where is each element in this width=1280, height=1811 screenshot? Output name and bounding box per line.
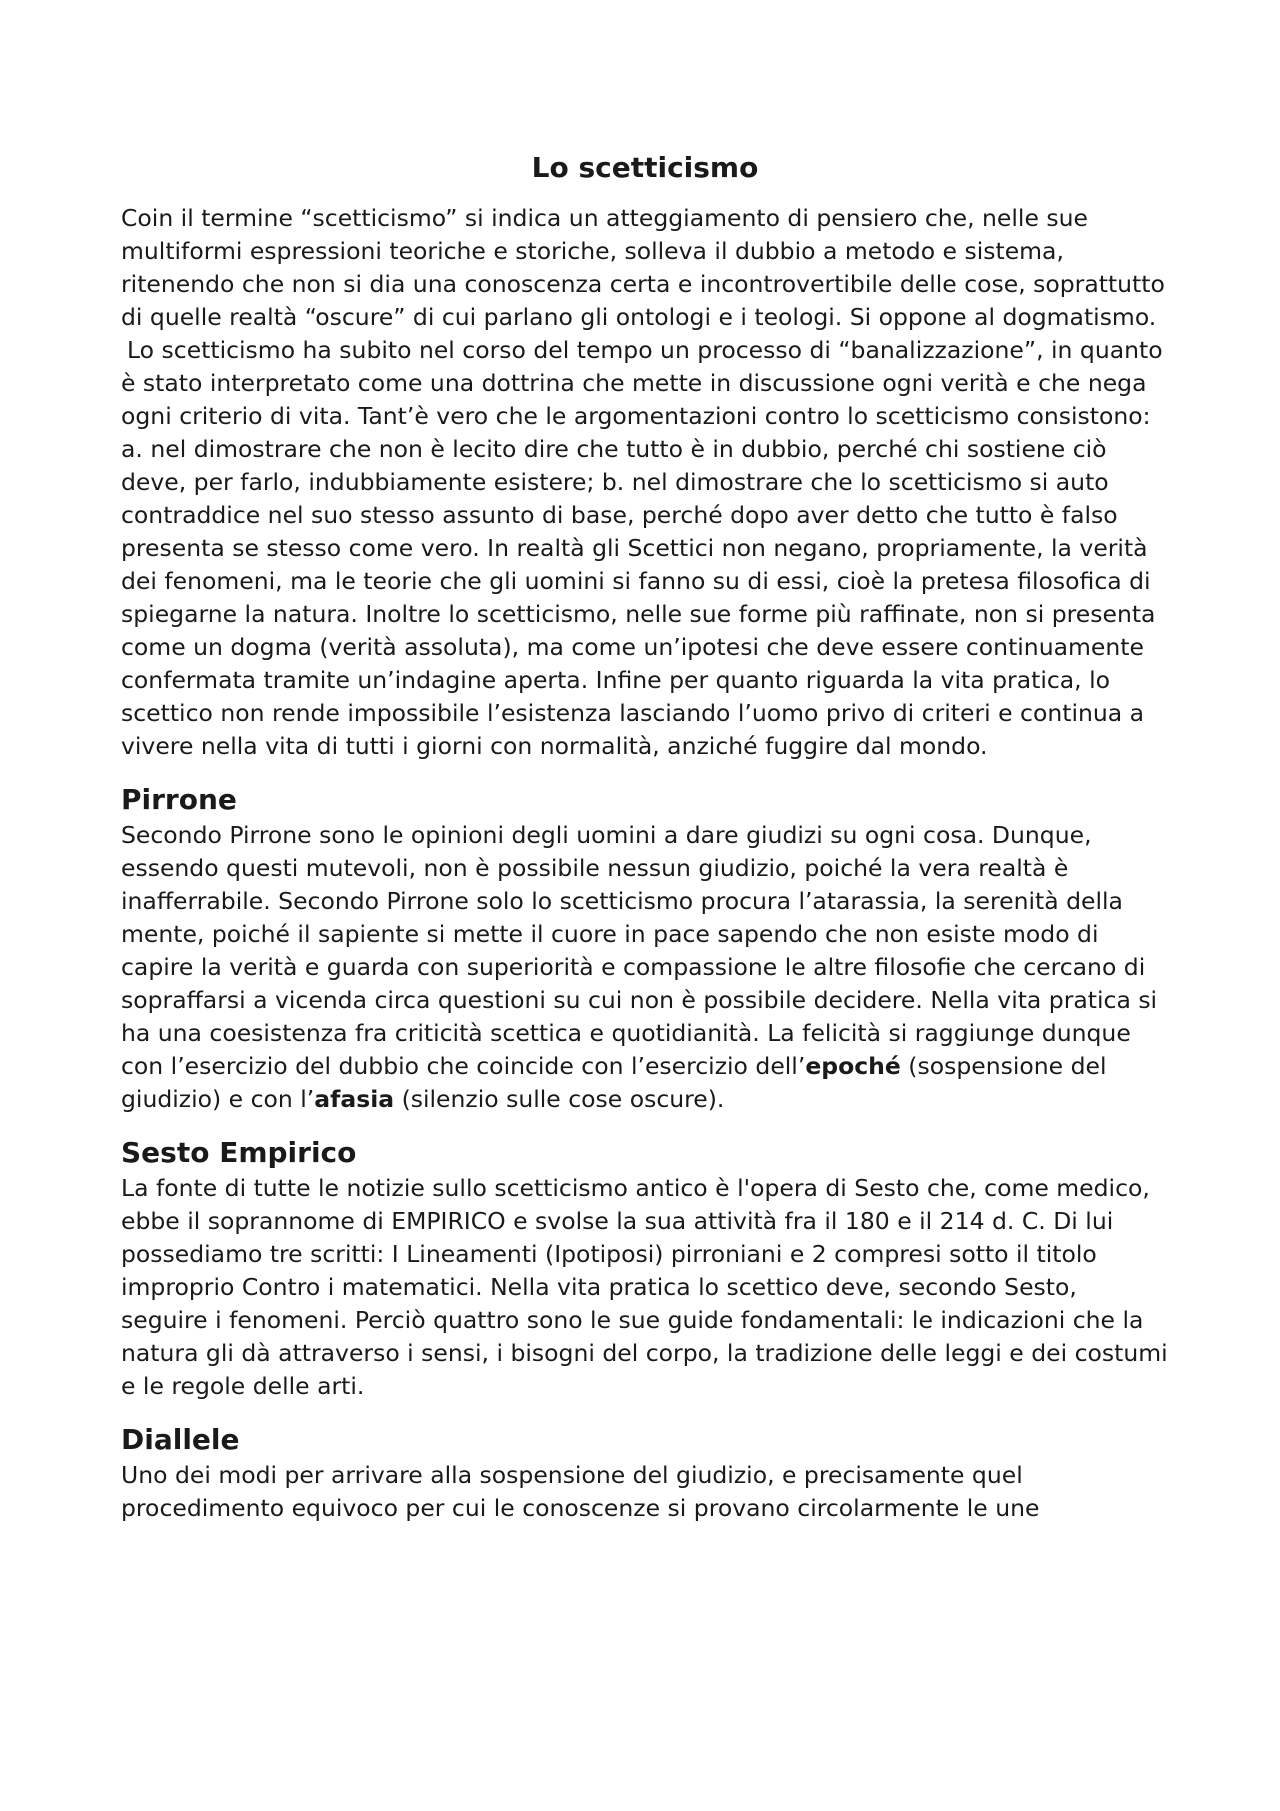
section-heading-pirrone: Pirrone [121, 783, 237, 816]
pirrone-text-3: (silenzio sulle cose oscure). [394, 1085, 725, 1113]
term-afasia: afasia [314, 1085, 395, 1113]
section-heading-diallele: Diallele [121, 1423, 240, 1456]
intro-paragraph-2: Lo scetticismo ha subito nel corso del tempo un processo di “banalizzazione”, in quanto è stato interpretato come una dottrina che mette in discussione ogni verità e che nega ogni criterio di vita. Tant’è vero che le argomentazioni contro lo scetticismo consistono: a. nel dimostrare che non è lecito dire che tutto è in dubbio, perché chi sostiene ciò deve, per farlo, indubbiamente esistere; b. nel dimostrare che lo scetticismo si auto contraddice nel suo stesso assunto di base, perché dopo aver detto che tutto è falso presenta se stesso come vero. In realtà gli Scettici non negano, propriamente, la verità dei fenomeni, ma le teorie che gli uomini si fanno su di essi, cioè la pretesa filosofica di spiegarne la natura. Inoltre lo scetticismo, nelle sue forme più raffinate, non si presenta come un dogma (verità assoluta), ma come un’ipotesi che deve essere continuamente confermata tramite un’indagine aperta. Infine per quanto riguarda la vita pratica, lo scettico non rende impossibile l’esistenza lasciando l’uomo privo di criteri e continua a vivere nella vita di tutti i giorni con normalità, anziché fuggire dal mondo. [121, 336, 1163, 760]
document-title: Lo scetticismo [531, 151, 759, 184]
term-epoche: epoché [805, 1052, 901, 1080]
intro-paragraph-1: Coin il termine “scetticismo” si indica un atteggiamento di pensiero che, nelle sue multiformi espressioni teoriche e storiche, solleva il dubbio a metodo e sistema, ritenendo che non si dia una conoscenza certa e incontrovertibile delle cose, soprattutto di quelle realtà “oscure” di cui parlano gli ontologi e i teologi. Si oppone al dogmatismo. [121, 204, 1165, 331]
pirrone-paragraph [121, 819, 1169, 1116]
pirrone-text-2: (sospensione del giudizio) e con l’ [121, 1052, 1107, 1113]
diallele-paragraph: Uno dei modi per arrivare alla sospensione del giudizio, e precisamente quel procedimento equivoco per cui le conoscenze si provano circolarmente le une [121, 1461, 1040, 1522]
section-heading-sesto-empirico: Sesto Empirico [121, 1136, 357, 1169]
document-page [121, 148, 1169, 1525]
sesto-paragraph: La fonte di tutte le notizie sullo scetticismo antico è l'opera di Sesto che, come medico, ebbe il soprannome di EMPIRICO e svolse la sua attività fra il 180 e il 214 d. C. Di lui possediamo tre scritti: I Lineamenti (Ipotiposi) pirroniani e 2 compresi sotto il titolo improprio Contro i matematici. Nella vita pratica lo scettico deve, secondo Sesto, seguire i fenomeni. Perciò quattro sono le sue guide fondamentali: le indicazioni che la natura gli dà attraverso i sensi, i bisogni del corpo, la tradizione delle leggi e dei costumi e le regole delle arti. [121, 1174, 1168, 1400]
pirrone-text-1: Secondo Pirrone sono le opinioni degli uomini a dare giudizi su ogni cosa. Dunque, essendo questi mutevoli, non è possibile nessun giudizio, poiché la vera realtà è inafferrabile. Secondo Pirrone solo lo scetticismo procura l’atarassia, la serenità della mente, poiché il sapiente si mette il cuore in pace sapendo che non esiste modo di capire la verità e guarda con superiorità e compassione le altre filosofie che cercano di sopraffarsi a vicenda circa questioni su cui non è possibile decidere. Nella vita pratica si ha una coesistenza fra criticità scettica e quotidianità. La felicità si raggiunge dunque con l’esercizio del dubbio che coincide con l’esercizio dell’ [121, 821, 1158, 1080]
